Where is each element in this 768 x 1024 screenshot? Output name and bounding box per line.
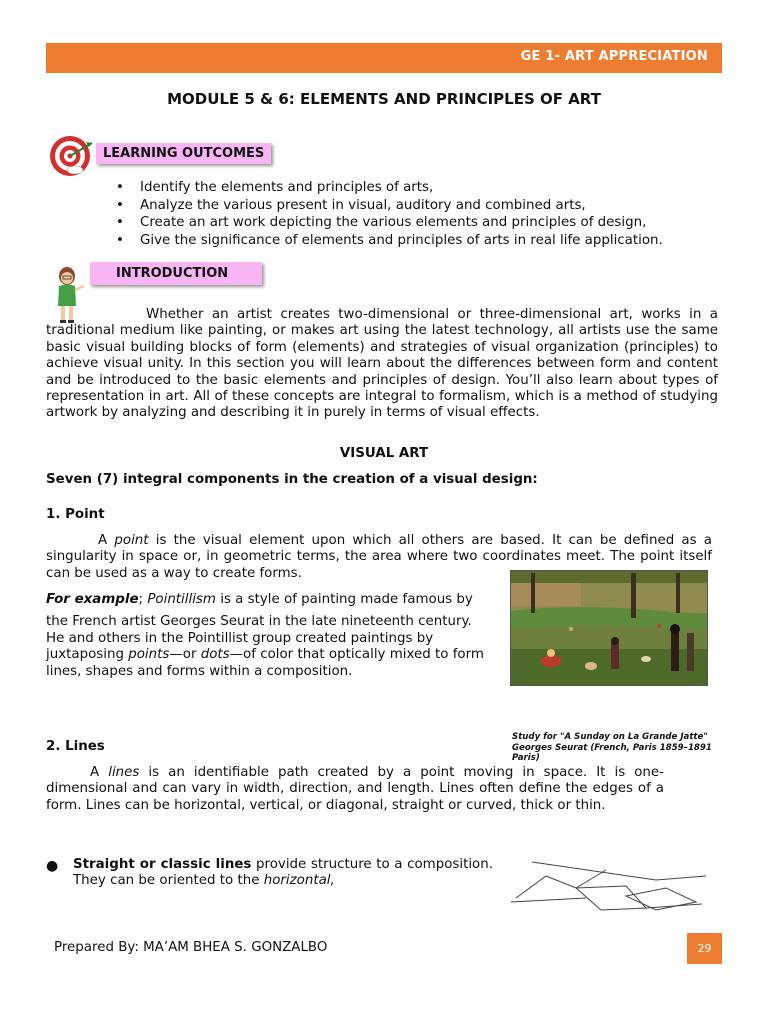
caption-line: Study for "A Sunday on La Grande Jatte" (512, 732, 708, 742)
page-number: 29 (687, 933, 722, 964)
introduction-label: INTRODUCTION (90, 262, 262, 285)
point-heading: 1. Point (46, 507, 105, 522)
visual-art-heading: VISUAL ART (339, 446, 429, 461)
components-subheading: Seven (7) integral components in the creation of a visual design: (46, 472, 538, 487)
list-item: • Create an art work depicting the various elements and principles of design, (116, 214, 663, 232)
list-item: • Analyze the various present in visual, auditory and combined arts, (116, 197, 663, 215)
caption-line: Georges Seurat (French, Paris 1859–1891 Paris) (512, 742, 712, 763)
straight-lines-paragraph: Straight or classic lines provide structure to a composition. They can be oriented to the horizontal, (73, 857, 493, 889)
lines-paragraph: A lines is an identifiable path created by a point moving in space. It is one-dimensional and can vary in width, direction, and length. Lines often define the edges of a form. Lines can be horizontal, vertical, or diagonal, straight or curved, thick or thin. (46, 765, 664, 813)
learning-outcomes-list (116, 179, 663, 249)
example-paragraph: For example; Pointillism is a style of painting made famous by the French artist Georges Seurat in the late nineteenth century. He and others in the Pointillist group created paintings by juxtaposing points—or dots—of color that optically mixed to form lines, shapes and forms within a composition. (46, 592, 484, 679)
header-bar (46, 43, 722, 73)
prepared-by: Prepared By: MA’AM BHEA S. GONZALBO (54, 940, 328, 955)
painting-caption (512, 732, 722, 764)
point-paragraph: A point is the visual element upon which all others are based. It can be defined as a singularity in space or, in geometric terms, the area where two coordinates meet. The point itself can be used as a way to create forms. (46, 533, 713, 581)
bullet-dot: ● (46, 858, 59, 874)
learning-outcomes-label: LEARNING OUTCOMES (96, 143, 271, 164)
lines-heading: 2. Lines (46, 739, 105, 754)
list-item: • Identify the elements and principles of arts, (116, 179, 663, 197)
course-title: GE 1- ART APPRECIATION (520, 49, 708, 64)
target-icon (48, 135, 94, 179)
module-title: MODULE 5 & 6: ELEMENTS AND PRINCIPLES OF ART (167, 90, 601, 108)
seurat-painting-image (510, 570, 708, 686)
list-item: • Give the significance of elements and principles of arts in real life application. (116, 232, 663, 250)
line-drawing-image (506, 858, 712, 912)
introduction-paragraph: Whether an artist creates two-dimensional or three-dimensional art, works in a traditional medium like painting, or makes art using the latest technology, all artists use the same basic visual building blocks of form (elements) and strategies of visual organization (principles) to achieve visual unity. In this section you will learn about the differences between form and content and be introduced to the basic elements and principles of design. You’ll also learn about types of representation in art. All of these concepts are integral to formalism, which is a method of studying artwork by analyzing and describing it in purely in terms of visual effects. (46, 307, 718, 421)
